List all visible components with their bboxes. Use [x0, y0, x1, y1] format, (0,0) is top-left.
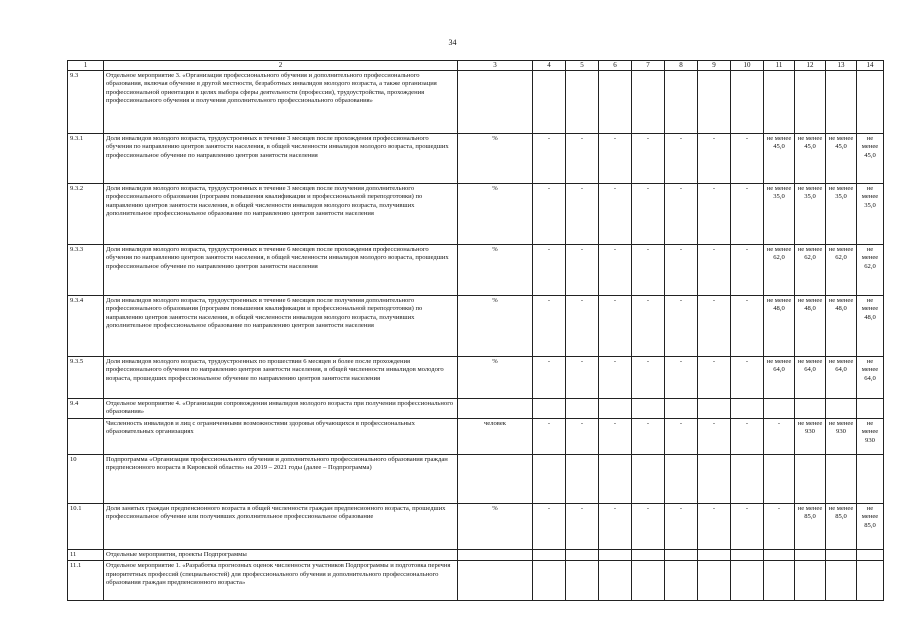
target-value-cell: [857, 549, 884, 560]
target-value-cell: [795, 398, 826, 418]
year-value-cell: [632, 454, 665, 503]
row-text: Доля инвалидов молодого возраста, трудоустроенных в течение 3 месяцев после прохождения профессионального обучения по направлению центров занятости населения, в общей численности инвалидов молодого возраста, прошедших профессиональное обучение по направлению центров занятости населения: [104, 133, 458, 183]
target-value-cell: не менее 45,0: [826, 133, 857, 183]
year-value-cell: -: [533, 295, 566, 356]
year-value-cell: [566, 454, 599, 503]
row-unit: %: [458, 244, 533, 295]
year-value-cell: -: [533, 133, 566, 183]
row-number: [68, 418, 104, 454]
target-value-cell: -: [764, 503, 795, 549]
year-value-cell: [698, 561, 731, 601]
year-value-cell: [731, 398, 764, 418]
year-value-cell: -: [533, 418, 566, 454]
year-value-cell: [632, 561, 665, 601]
year-value-cell: -: [566, 503, 599, 549]
year-value-cell: -: [698, 244, 731, 295]
row-number: 11: [68, 549, 104, 560]
year-value-cell: -: [731, 295, 764, 356]
year-value-cell: [698, 549, 731, 560]
year-value-cell: -: [731, 356, 764, 398]
year-value-cell: [566, 398, 599, 418]
year-value-cell: -: [731, 133, 764, 183]
table-row: [68, 183, 884, 244]
year-value-cell: [599, 549, 632, 560]
year-value-cell: -: [731, 183, 764, 244]
row-unit: [458, 454, 533, 503]
row-unit: %: [458, 183, 533, 244]
year-value-cell: -: [599, 503, 632, 549]
target-value-cell: [857, 454, 884, 503]
target-value-cell: не менее 62,0: [857, 244, 884, 295]
column-number: 2: [104, 61, 458, 71]
target-value-cell: не менее 35,0: [857, 183, 884, 244]
row-unit: [458, 549, 533, 560]
year-value-cell: [599, 454, 632, 503]
row-number: 9.4: [68, 398, 104, 418]
year-value-cell: -: [533, 244, 566, 295]
year-value-cell: -: [566, 183, 599, 244]
year-value-cell: -: [566, 356, 599, 398]
row-number: 10: [68, 454, 104, 503]
target-value-cell: не менее 85,0: [857, 503, 884, 549]
target-value-cell: не менее 64,0: [857, 356, 884, 398]
year-value-cell: [533, 561, 566, 601]
year-value-cell: -: [566, 133, 599, 183]
row-text: Доля инвалидов молодого возраста, трудоустроенных в течение 6 месяцев после получения дополнительного профессионального образования (программ повышения квалификации и профессиональной переподготовки) по направлению центров занятости населения, в общей численности инвалидов молодого возраста, получивших дополнительное профессиональное образование по направлению центров занятости населения: [104, 295, 458, 356]
year-value-cell: -: [698, 356, 731, 398]
row-unit: %: [458, 356, 533, 398]
year-value-cell: -: [698, 183, 731, 244]
year-value-cell: [566, 70, 599, 133]
target-value-cell: не менее 64,0: [764, 356, 795, 398]
target-value-cell: не менее 85,0: [795, 503, 826, 549]
column-number: 3: [458, 61, 533, 71]
year-value-cell: -: [599, 133, 632, 183]
row-unit: [458, 398, 533, 418]
year-value-cell: -: [632, 295, 665, 356]
year-value-cell: -: [533, 183, 566, 244]
target-value-cell: не менее 48,0: [795, 295, 826, 356]
target-value-cell: не менее 85,0: [826, 503, 857, 549]
target-value-cell: не менее 35,0: [764, 183, 795, 244]
page-number: 34: [448, 38, 457, 47]
year-value-cell: [632, 70, 665, 133]
target-value-cell: [826, 398, 857, 418]
year-value-cell: -: [632, 418, 665, 454]
year-value-cell: [731, 454, 764, 503]
row-number: 9.3.4: [68, 295, 104, 356]
table-row: [68, 295, 884, 356]
year-value-cell: [632, 549, 665, 560]
target-value-cell: [826, 549, 857, 560]
row-text: Доля инвалидов молодого возраста, трудоустроенных в течение 6 месяцев после прохождения профессионального обучения по направлению центров занятости населения, в общей численности инвалидов молодого возраста, прошедших профессиональное обучение по направлению центров занятости населения: [104, 244, 458, 295]
row-unit: %: [458, 295, 533, 356]
column-number: 9: [698, 61, 731, 71]
target-value-cell: не менее 48,0: [764, 295, 795, 356]
year-value-cell: [665, 70, 698, 133]
table-row: [68, 133, 884, 183]
column-number: 4: [533, 61, 566, 71]
year-value-cell: -: [731, 418, 764, 454]
target-value-cell: не менее 45,0: [764, 133, 795, 183]
year-value-cell: [533, 454, 566, 503]
column-number: 11: [764, 61, 795, 71]
row-unit: человек: [458, 418, 533, 454]
row-text: Отдельное мероприятие 1. «Разработка прогнозных оценок численности участников Подпрограммы и подготовка перечня приоритетных профессий (специальностей) для профессионального обучения и дополнительного профессионального образования граждан предпенсионного возраста»: [104, 561, 458, 601]
year-value-cell: -: [731, 503, 764, 549]
year-value-cell: -: [632, 244, 665, 295]
year-value-cell: [698, 398, 731, 418]
year-value-cell: -: [731, 244, 764, 295]
target-value-cell: [795, 549, 826, 560]
year-value-cell: [698, 70, 731, 133]
table-row: [68, 70, 884, 133]
year-value-cell: -: [698, 133, 731, 183]
target-value-cell: [764, 398, 795, 418]
year-value-cell: [731, 549, 764, 560]
year-value-cell: -: [665, 418, 698, 454]
table-row: [68, 418, 884, 454]
table-row: [68, 398, 884, 418]
row-unit: [458, 561, 533, 601]
year-value-cell: [665, 549, 698, 560]
table-row: [68, 549, 884, 560]
year-value-cell: [731, 561, 764, 601]
row-text: Отдельные мероприятия, проекты Подпрограммы: [104, 549, 458, 560]
row-unit: [458, 70, 533, 133]
target-value-cell: [764, 454, 795, 503]
year-value-cell: -: [599, 356, 632, 398]
year-value-cell: -: [698, 418, 731, 454]
target-value-cell: [857, 398, 884, 418]
year-value-cell: [632, 398, 665, 418]
row-number: 10.1: [68, 503, 104, 549]
column-number: 6: [599, 61, 632, 71]
target-value-cell: не менее 45,0: [795, 133, 826, 183]
column-number: 13: [826, 61, 857, 71]
column-number: 10: [731, 61, 764, 71]
target-value-cell: не менее 62,0: [826, 244, 857, 295]
year-value-cell: -: [599, 244, 632, 295]
target-value-cell: не менее 930: [826, 418, 857, 454]
target-value-cell: -: [764, 418, 795, 454]
target-value-cell: [795, 70, 826, 133]
year-value-cell: -: [566, 244, 599, 295]
year-value-cell: [566, 549, 599, 560]
indicators-table: [67, 60, 884, 601]
year-value-cell: [599, 561, 632, 601]
year-value-cell: [665, 454, 698, 503]
target-value-cell: не менее 930: [857, 418, 884, 454]
year-value-cell: -: [599, 418, 632, 454]
year-value-cell: -: [566, 418, 599, 454]
year-value-cell: [533, 549, 566, 560]
row-unit: %: [458, 503, 533, 549]
target-value-cell: не менее 64,0: [795, 356, 826, 398]
column-number: 12: [795, 61, 826, 71]
table-row: [68, 356, 884, 398]
row-number: 9.3.2: [68, 183, 104, 244]
year-value-cell: -: [632, 356, 665, 398]
column-number: 5: [566, 61, 599, 71]
target-value-cell: не менее 62,0: [795, 244, 826, 295]
row-number: 9.3.1: [68, 133, 104, 183]
table-row: [68, 561, 884, 601]
year-value-cell: -: [665, 183, 698, 244]
target-value-cell: [826, 561, 857, 601]
target-value-cell: не менее 35,0: [795, 183, 826, 244]
table-row: [68, 244, 884, 295]
year-value-cell: [533, 398, 566, 418]
year-value-cell: [665, 561, 698, 601]
year-value-cell: -: [665, 133, 698, 183]
target-value-cell: [764, 561, 795, 601]
year-value-cell: -: [665, 503, 698, 549]
row-number: 9.3: [68, 70, 104, 133]
year-value-cell: -: [533, 503, 566, 549]
table-row: [68, 454, 884, 503]
row-text: Отдельное мероприятие 3. «Организация профессионального обучения и дополнительного профессионального образования, включая обучение в другой местности, безработных инвалидов молодого возраста, а также организация профессиональной ориентации в целях выбора сферы деятельности (профессии), трудоустройства, прохождения профессионального обучения и получения дополнительного профессионального образования»: [104, 70, 458, 133]
column-number: 8: [665, 61, 698, 71]
row-text: Доля занятых граждан предпенсионного возраста в общей численности граждан предпенсионного возраста, прошедших профессиональное обучение или получивших дополнительное профессиональное образование: [104, 503, 458, 549]
target-value-cell: [857, 561, 884, 601]
column-number: 7: [632, 61, 665, 71]
target-value-cell: [795, 561, 826, 601]
year-value-cell: -: [698, 295, 731, 356]
year-value-cell: -: [599, 295, 632, 356]
year-value-cell: -: [632, 183, 665, 244]
target-value-cell: не менее 48,0: [857, 295, 884, 356]
target-value-cell: не менее 64,0: [826, 356, 857, 398]
table-row: [68, 503, 884, 549]
target-value-cell: [826, 454, 857, 503]
row-text: Отдельное мероприятие 4. «Организация сопровождения инвалидов молодого возраста при получении профессионального образования»: [104, 398, 458, 418]
target-value-cell: [795, 454, 826, 503]
target-value-cell: [857, 70, 884, 133]
year-value-cell: [599, 70, 632, 133]
target-value-cell: не менее 45,0: [857, 133, 884, 183]
target-value-cell: [826, 70, 857, 133]
year-value-cell: [698, 454, 731, 503]
year-value-cell: -: [632, 133, 665, 183]
target-value-cell: не менее 48,0: [826, 295, 857, 356]
year-value-cell: -: [599, 183, 632, 244]
target-value-cell: не менее 62,0: [764, 244, 795, 295]
row-number: 11.1: [68, 561, 104, 601]
year-value-cell: [665, 398, 698, 418]
year-value-cell: -: [665, 244, 698, 295]
year-value-cell: [599, 398, 632, 418]
year-value-cell: [533, 70, 566, 133]
target-value-cell: [764, 70, 795, 133]
row-text: Подпрограмма «Организация профессионального обучения и дополнительного профессионального образования граждан предпенсионного возраста в Кировской области» на 2019 – 2021 годы (далее – Подпрограмма): [104, 454, 458, 503]
row-number: 9.3.5: [68, 356, 104, 398]
target-value-cell: не менее 35,0: [826, 183, 857, 244]
target-value-cell: [764, 549, 795, 560]
target-value-cell: не менее 930: [795, 418, 826, 454]
year-value-cell: -: [665, 295, 698, 356]
year-value-cell: [566, 561, 599, 601]
row-number: 9.3.3: [68, 244, 104, 295]
year-value-cell: -: [698, 503, 731, 549]
year-value-cell: -: [566, 295, 599, 356]
row-text: Численность инвалидов и лиц с ограниченными возможностями здоровья обучающихся в профессиональных образовательных организациях: [104, 418, 458, 454]
year-value-cell: [731, 70, 764, 133]
column-number: 1: [68, 61, 104, 71]
row-text: Доля инвалидов молодого возраста, трудоустроенных в течение 3 месяцев после получения дополнительного профессионального образования (программ повышения квалификации и профессиональной переподготовки) по направлению центров занятости населения, в общей численности инвалидов молодого возраста, получивших дополнительное профессиональное образование по направлению центров занятости населения: [104, 183, 458, 244]
row-unit: %: [458, 133, 533, 183]
column-number-row: [68, 61, 884, 71]
year-value-cell: -: [665, 356, 698, 398]
year-value-cell: -: [533, 356, 566, 398]
column-number: 14: [857, 61, 884, 71]
year-value-cell: -: [632, 503, 665, 549]
row-text: Доля инвалидов молодого возраста, трудоустроенных по прошествии 6 месяцев и более после прохождения профессионального обучения по направлению центров занятости населения, в общей численности инвалидов молодого возраста, прошедших профессиональное обучение по направлению центров занятости населения: [104, 356, 458, 398]
